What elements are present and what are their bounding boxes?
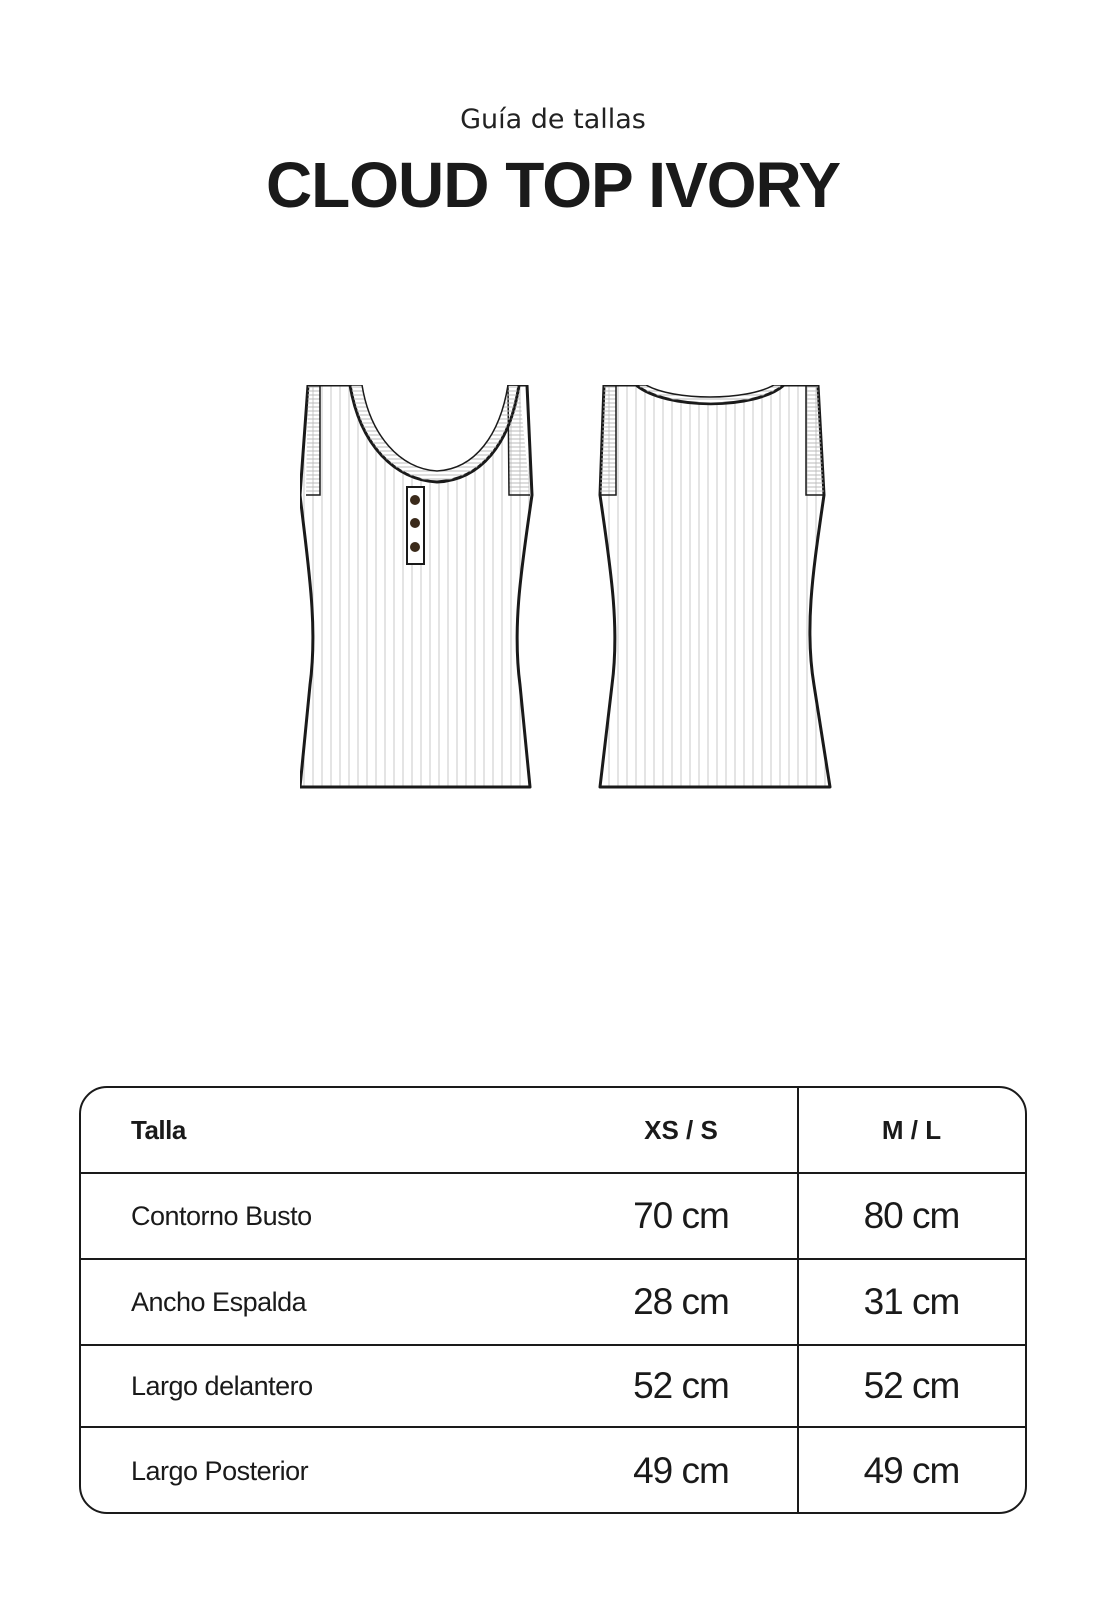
table-row	[81, 1174, 1025, 1258]
column-header-m-l: M / L	[881, 1114, 942, 1145]
cell-m-l: 49 cm	[863, 1450, 960, 1491]
cell-xs-s: 52 cm	[633, 1365, 729, 1406]
table-row	[81, 1260, 1025, 1344]
garment-sketch	[300, 385, 860, 810]
row-label: Largo delantero	[131, 1370, 313, 1401]
row-label: Ancho Espalda	[131, 1286, 307, 1317]
table-row	[81, 1428, 1025, 1514]
product-title: CLOUD TOP IVORY	[265, 149, 841, 221]
button-3	[410, 542, 420, 552]
cell-xs-s: 28 cm	[633, 1281, 729, 1322]
button-1	[410, 495, 420, 505]
size-guide-subtitle: Guía de tallas	[460, 104, 646, 135]
row-label: Contorno Busto	[131, 1200, 312, 1231]
button-2	[410, 518, 420, 528]
table-row	[81, 1346, 1025, 1426]
cell-xs-s: 49 cm	[633, 1450, 729, 1491]
table-header-row	[81, 1088, 1025, 1172]
column-header-xs-s: XS / S	[644, 1114, 718, 1145]
column-divider	[797, 1088, 799, 1512]
cell-xs-s: 70 cm	[633, 1195, 729, 1236]
cell-m-l: 31 cm	[863, 1281, 960, 1322]
column-header-size: Talla	[131, 1114, 186, 1145]
size-chart-table	[79, 1086, 1027, 1514]
front-view-sketch	[300, 385, 532, 787]
back-view-sketch	[600, 385, 830, 787]
cell-m-l: 80 cm	[863, 1195, 960, 1236]
cell-m-l: 52 cm	[863, 1365, 960, 1406]
row-label: Largo Posterior	[131, 1455, 309, 1486]
